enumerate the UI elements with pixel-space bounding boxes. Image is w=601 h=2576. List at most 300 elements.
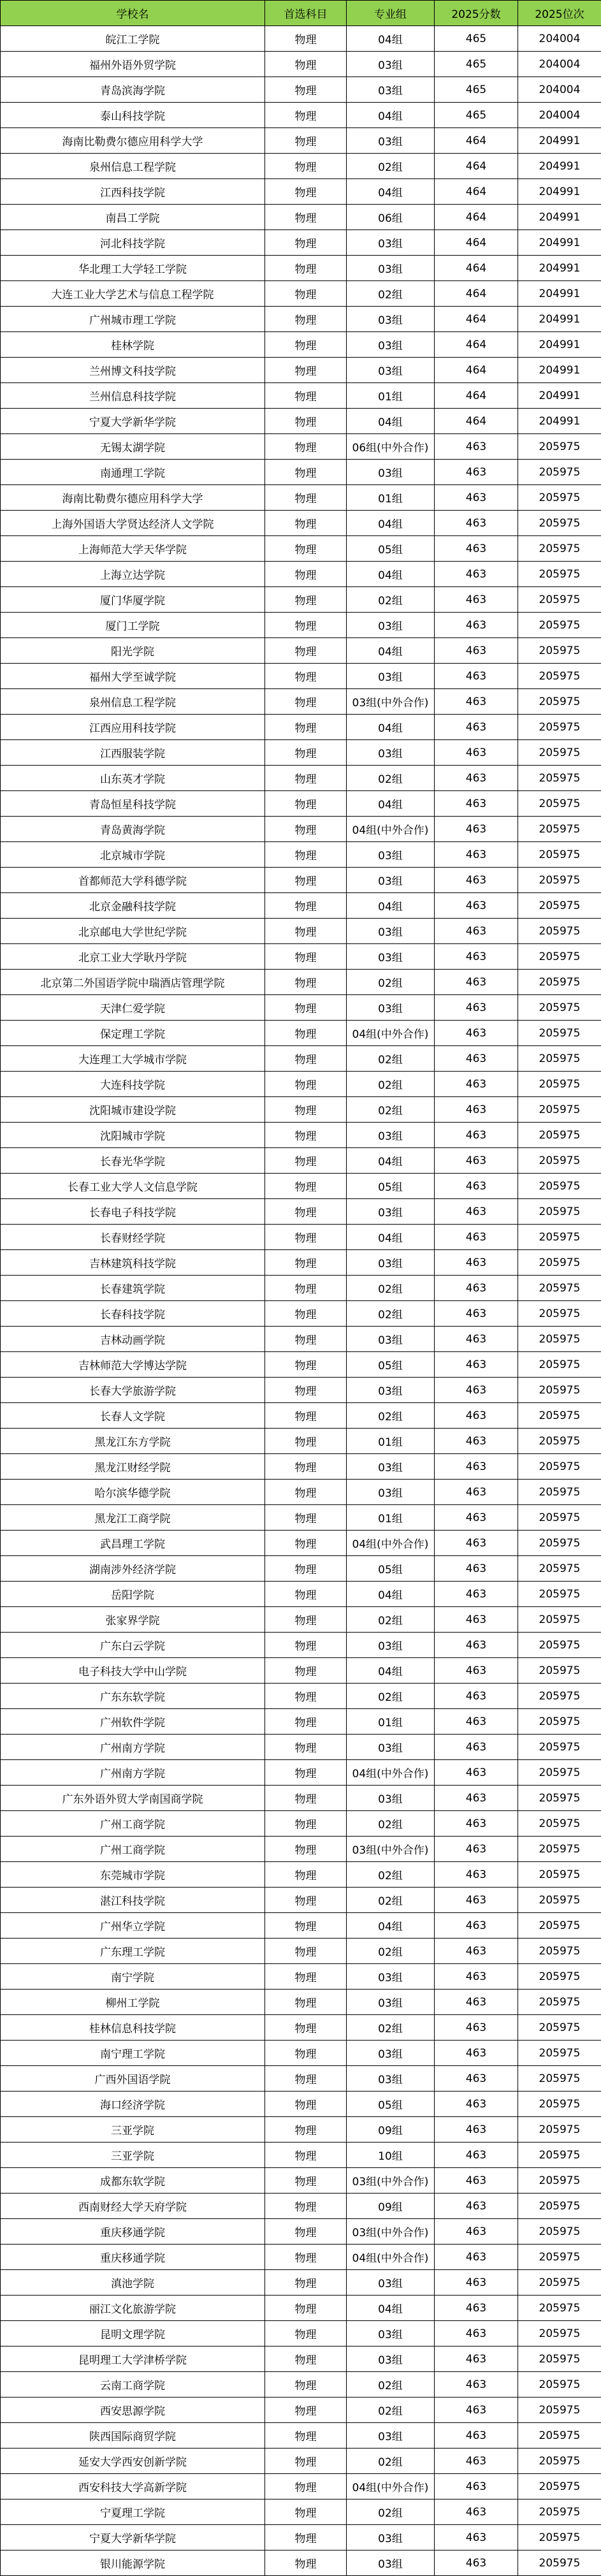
table-row (1, 1046, 601, 1072)
score-cell: 463 (435, 2117, 518, 2143)
score-cell: 464 (435, 154, 518, 179)
rank-cell: 205975 (518, 1888, 601, 1913)
rank-cell: 205975 (518, 842, 601, 868)
rank-cell: 205975 (518, 1709, 601, 1735)
score-cell: 463 (435, 1429, 518, 1454)
school-name-cell: 广州工商学院 (1, 1837, 265, 1862)
rank-cell: 205975 (518, 2551, 601, 2576)
major-group-cell: 09组 (347, 2117, 435, 2143)
table-row (1, 2296, 601, 2321)
rank-cell: 205975 (518, 2015, 601, 2041)
school-name-cell: 首都师范大学科德学院 (1, 868, 265, 893)
preferred-subject-cell: 物理 (265, 2449, 347, 2474)
score-cell: 463 (435, 1811, 518, 1837)
score-cell: 463 (435, 1072, 518, 1097)
major-group-cell: 04组 (347, 1913, 435, 1939)
table-row (1, 562, 601, 587)
score-cell: 463 (435, 842, 518, 868)
score-cell: 463 (435, 1709, 518, 1735)
preferred-subject-cell: 物理 (265, 587, 347, 613)
major-group-cell: 03组 (347, 2525, 435, 2551)
major-group-cell: 03组 (347, 919, 435, 944)
major-group-cell: 04组 (347, 179, 435, 205)
school-name-cell: 青岛恒星科技学院 (1, 791, 265, 817)
school-name-cell: 广东外语外贸大学南国商学院 (1, 1786, 265, 1811)
major-group-cell: 05组 (347, 1352, 435, 1378)
rank-cell: 205975 (518, 893, 601, 919)
rank-cell: 205975 (518, 2398, 601, 2423)
school-name-cell: 广州南方学院 (1, 1760, 265, 1786)
major-group-cell: 03组 (347, 230, 435, 256)
score-cell: 464 (435, 332, 518, 358)
table-row (1, 1276, 601, 1301)
major-group-cell: 03组 (347, 307, 435, 332)
table-row (1, 332, 601, 358)
score-cell: 465 (435, 52, 518, 77)
score-cell: 463 (435, 1225, 518, 1250)
score-cell: 463 (435, 1199, 518, 1225)
score-cell: 463 (435, 536, 518, 562)
table-row (1, 1327, 601, 1352)
score-cell: 463 (435, 2296, 518, 2321)
rank-cell: 205975 (518, 1862, 601, 1888)
preferred-subject-cell: 物理 (265, 460, 347, 485)
rank-cell: 204004 (518, 103, 601, 128)
rank-cell: 205975 (518, 1199, 601, 1225)
score-cell: 463 (435, 2092, 518, 2117)
rank-cell: 205975 (518, 1276, 601, 1301)
school-name-cell: 福州外语外贸学院 (1, 52, 265, 77)
table-row (1, 817, 601, 842)
table-row (1, 613, 601, 638)
school-name-cell: 长春工业大学人文信息学院 (1, 1174, 265, 1199)
preferred-subject-cell: 物理 (265, 1378, 347, 1403)
table-row (1, 2143, 601, 2168)
score-cell: 463 (435, 1556, 518, 1582)
major-group-cell: 09组 (347, 2194, 435, 2219)
preferred-subject-cell: 物理 (265, 2219, 347, 2245)
preferred-subject-cell: 物理 (265, 485, 347, 511)
table-row (1, 2525, 601, 2551)
school-name-cell: 黑龙江东方学院 (1, 1429, 265, 1454)
rank-cell: 205975 (518, 2194, 601, 2219)
score-cell: 465 (435, 77, 518, 103)
score-cell: 463 (435, 1097, 518, 1123)
major-group-cell: 04组(中外合作) (347, 817, 435, 842)
score-cell: 463 (435, 2474, 518, 2500)
preferred-subject-cell: 物理 (265, 1837, 347, 1862)
table-row (1, 383, 601, 409)
table-row (1, 2194, 601, 2219)
major-group-cell: 03组 (347, 995, 435, 1021)
major-group-cell: 05组 (347, 1174, 435, 1199)
preferred-subject-cell: 物理 (265, 1582, 347, 1607)
table-row (1, 2041, 601, 2066)
table-row (1, 1021, 601, 1046)
rank-cell: 205975 (518, 1174, 601, 1199)
table-row (1, 944, 601, 970)
major-group-cell: 03组 (347, 842, 435, 868)
table-row (1, 1735, 601, 1760)
preferred-subject-cell: 物理 (265, 1811, 347, 1837)
school-name-cell: 丽江文化旅游学院 (1, 2296, 265, 2321)
score-cell: 463 (435, 1403, 518, 1429)
rank-cell: 205975 (518, 1046, 601, 1072)
major-group-cell: 02组 (347, 154, 435, 179)
school-name-cell: 陕西国际商贸学院 (1, 2423, 265, 2449)
table-row (1, 230, 601, 256)
score-cell: 463 (435, 587, 518, 613)
table-row (1, 2015, 601, 2041)
preferred-subject-cell: 物理 (265, 689, 347, 715)
table-row (1, 1786, 601, 1811)
table-row (1, 1429, 601, 1454)
school-name-cell: 桂林学院 (1, 332, 265, 358)
major-group-cell: 04组 (347, 562, 435, 587)
school-name-cell: 重庆移通学院 (1, 2219, 265, 2245)
preferred-subject-cell: 物理 (265, 511, 347, 536)
rank-cell: 205975 (518, 1378, 601, 1403)
table-body (1, 26, 601, 2576)
major-group-cell: 04组 (347, 103, 435, 128)
school-name-cell: 南宁理工学院 (1, 2041, 265, 2066)
header-school-name: 学校名 (1, 1, 265, 26)
table-row (1, 1480, 601, 1505)
rank-cell: 205975 (518, 1990, 601, 2015)
major-group-cell: 02组 (347, 2449, 435, 2474)
preferred-subject-cell: 物理 (265, 2372, 347, 2398)
school-name-cell: 三亚学院 (1, 2117, 265, 2143)
score-cell: 463 (435, 2449, 518, 2474)
rank-cell: 205975 (518, 1837, 601, 1862)
rank-cell: 204991 (518, 205, 601, 230)
table-header (1, 1, 601, 26)
table-row (1, 26, 601, 52)
major-group-cell: 02组 (347, 2015, 435, 2041)
rank-cell: 205975 (518, 2117, 601, 2143)
score-cell: 463 (435, 2066, 518, 2092)
score-cell: 463 (435, 1352, 518, 1378)
score-cell: 463 (435, 1607, 518, 1633)
table-row (1, 1658, 601, 1684)
table-row (1, 1633, 601, 1658)
preferred-subject-cell: 物理 (265, 2398, 347, 2423)
preferred-subject-cell: 物理 (265, 1786, 347, 1811)
score-cell: 463 (435, 434, 518, 460)
school-name-cell: 昆明文理学院 (1, 2321, 265, 2347)
rank-cell: 205975 (518, 791, 601, 817)
school-name-cell: 长春光华学院 (1, 1148, 265, 1174)
major-group-cell: 01组 (347, 1709, 435, 1735)
preferred-subject-cell: 物理 (265, 970, 347, 995)
preferred-subject-cell: 物理 (265, 1021, 347, 1046)
table-row (1, 1582, 601, 1607)
score-cell: 463 (435, 2194, 518, 2219)
score-cell: 463 (435, 1862, 518, 1888)
score-cell: 463 (435, 2500, 518, 2525)
preferred-subject-cell: 物理 (265, 1403, 347, 1429)
table-row (1, 1403, 601, 1429)
school-name-cell: 长春建筑学院 (1, 1276, 265, 1301)
score-cell: 463 (435, 1888, 518, 1913)
major-group-cell: 04组(中外合作) (347, 2474, 435, 2500)
school-name-cell: 泉州信息工程学院 (1, 154, 265, 179)
major-group-cell: 02组 (347, 1046, 435, 1072)
school-name-cell: 柳州工学院 (1, 1990, 265, 2015)
score-cell: 463 (435, 1250, 518, 1276)
preferred-subject-cell: 物理 (265, 1276, 347, 1301)
preferred-subject-cell: 物理 (265, 1939, 347, 1964)
score-cell: 463 (435, 638, 518, 664)
major-group-cell: 01组 (347, 383, 435, 409)
table-row (1, 2066, 601, 2092)
score-cell: 465 (435, 103, 518, 128)
score-cell: 463 (435, 995, 518, 1021)
school-name-cell: 长春财经学院 (1, 1225, 265, 1250)
rank-cell: 205975 (518, 1607, 601, 1633)
header-preferred-subject: 首选科目 (265, 1, 347, 26)
preferred-subject-cell: 物理 (265, 154, 347, 179)
major-group-cell: 04组(中外合作) (347, 1760, 435, 1786)
preferred-subject-cell: 物理 (265, 103, 347, 128)
rank-cell: 204991 (518, 154, 601, 179)
school-name-cell: 电子科技大学中山学院 (1, 1658, 265, 1684)
preferred-subject-cell: 物理 (265, 1301, 347, 1327)
table-row (1, 1811, 601, 1837)
major-group-cell: 06组 (347, 205, 435, 230)
school-name-cell: 北京工业大学耿丹学院 (1, 944, 265, 970)
major-group-cell: 03组 (347, 2041, 435, 2066)
preferred-subject-cell: 物理 (265, 613, 347, 638)
preferred-subject-cell: 物理 (265, 2270, 347, 2296)
rank-cell: 204991 (518, 358, 601, 383)
school-name-cell: 泰山科技学院 (1, 103, 265, 128)
score-cell: 463 (435, 740, 518, 766)
school-name-cell: 广州华立学院 (1, 1913, 265, 1939)
score-cell: 463 (435, 817, 518, 842)
major-group-cell: 03组 (347, 1990, 435, 2015)
school-name-cell: 广州工商学院 (1, 1811, 265, 1837)
school-name-cell: 天津仁爱学院 (1, 995, 265, 1021)
school-name-cell: 大连科技学院 (1, 1072, 265, 1097)
rank-cell: 205975 (518, 2219, 601, 2245)
major-group-cell: 01组 (347, 1505, 435, 1531)
preferred-subject-cell: 物理 (265, 2168, 347, 2194)
preferred-subject-cell: 物理 (265, 1658, 347, 1684)
school-name-cell: 江西科技学院 (1, 179, 265, 205)
rank-cell: 205975 (518, 1021, 601, 1046)
table-row (1, 1352, 601, 1378)
table-row (1, 1123, 601, 1148)
score-cell: 463 (435, 1454, 518, 1480)
preferred-subject-cell: 物理 (265, 1531, 347, 1556)
table-row (1, 1684, 601, 1709)
header-2025-score: 2025分数 (435, 1, 518, 26)
rank-cell: 205975 (518, 1658, 601, 1684)
rank-cell: 205975 (518, 613, 601, 638)
score-cell: 463 (435, 1582, 518, 1607)
school-name-cell: 吉林动画学院 (1, 1327, 265, 1352)
score-cell: 463 (435, 2347, 518, 2372)
school-name-cell: 湛江科技学院 (1, 1888, 265, 1913)
table-row (1, 766, 601, 791)
school-name-cell: 长春电子科技学院 (1, 1199, 265, 1225)
major-group-cell: 03组 (347, 2423, 435, 2449)
rank-cell: 204991 (518, 409, 601, 434)
school-name-cell: 湖南涉外经济学院 (1, 1556, 265, 1582)
header-major-group: 专业组 (347, 1, 435, 26)
major-group-cell: 02组 (347, 2372, 435, 2398)
rank-cell: 205975 (518, 1760, 601, 1786)
school-name-cell: 上海师范大学天华学院 (1, 536, 265, 562)
preferred-subject-cell: 物理 (265, 2041, 347, 2066)
school-name-cell: 长春科技学院 (1, 1301, 265, 1327)
major-group-cell: 05组 (347, 536, 435, 562)
rank-cell: 205975 (518, 2143, 601, 2168)
school-name-cell: 广州城市理工学院 (1, 307, 265, 332)
preferred-subject-cell: 物理 (265, 1633, 347, 1658)
score-cell: 463 (435, 791, 518, 817)
major-group-cell: 03组 (347, 868, 435, 893)
major-group-cell: 03组 (347, 77, 435, 103)
table-row (1, 1072, 601, 1097)
preferred-subject-cell: 物理 (265, 77, 347, 103)
major-group-cell: 03组 (347, 358, 435, 383)
preferred-subject-cell: 物理 (265, 1199, 347, 1225)
preferred-subject-cell: 物理 (265, 2143, 347, 2168)
table-row (1, 1454, 601, 1480)
rank-cell: 205975 (518, 1531, 601, 1556)
school-name-cell: 北京城市学院 (1, 842, 265, 868)
preferred-subject-cell: 物理 (265, 1327, 347, 1352)
major-group-cell: 02组 (347, 2398, 435, 2423)
major-group-cell: 03组 (347, 1786, 435, 1811)
rank-cell: 205975 (518, 1352, 601, 1378)
preferred-subject-cell: 物理 (265, 1505, 347, 1531)
score-cell: 463 (435, 613, 518, 638)
score-cell: 463 (435, 1505, 518, 1531)
school-name-cell: 桂林信息科技学院 (1, 2015, 265, 2041)
school-name-cell: 江西应用科技学院 (1, 715, 265, 740)
school-name-cell: 保定理工学院 (1, 1021, 265, 1046)
table-row (1, 536, 601, 562)
rank-cell: 205975 (518, 1964, 601, 1990)
table-row (1, 1301, 601, 1327)
school-name-cell: 皖江工学院 (1, 26, 265, 52)
school-name-cell: 宁夏大学新华学院 (1, 409, 265, 434)
major-group-cell: 04组 (347, 511, 435, 536)
rank-cell: 205975 (518, 1735, 601, 1760)
rank-cell: 205975 (518, 1327, 601, 1352)
major-group-cell: 03组 (347, 613, 435, 638)
table-row (1, 893, 601, 919)
score-cell: 463 (435, 2551, 518, 2576)
score-cell: 463 (435, 2041, 518, 2066)
school-name-cell: 大连工业大学艺术与信息工程学院 (1, 281, 265, 307)
rank-cell: 205975 (518, 1811, 601, 1837)
school-name-cell: 上海外国语大学贤达经济人文学院 (1, 511, 265, 536)
score-cell: 463 (435, 1046, 518, 1072)
score-cell: 463 (435, 2143, 518, 2168)
table-row (1, 2347, 601, 2372)
table-row (1, 715, 601, 740)
score-cell: 463 (435, 1658, 518, 1684)
score-cell: 463 (435, 2270, 518, 2296)
rank-cell: 205975 (518, 2347, 601, 2372)
rank-cell: 204991 (518, 179, 601, 205)
table-row (1, 1505, 601, 1531)
rank-cell: 204991 (518, 256, 601, 281)
score-cell: 463 (435, 664, 518, 689)
score-cell: 463 (435, 1174, 518, 1199)
rank-cell: 205975 (518, 689, 601, 715)
preferred-subject-cell: 物理 (265, 1735, 347, 1760)
table-row (1, 2474, 601, 2500)
school-name-cell: 哈尔滨华德学院 (1, 1480, 265, 1505)
preferred-subject-cell: 物理 (265, 1225, 347, 1250)
score-cell: 463 (435, 1021, 518, 1046)
preferred-subject-cell: 物理 (265, 358, 347, 383)
rank-cell: 205975 (518, 664, 601, 689)
major-group-cell: 03组 (347, 1964, 435, 1990)
school-name-cell: 广东白云学院 (1, 1633, 265, 1658)
table-row (1, 919, 601, 944)
school-name-cell: 海口经济学院 (1, 2092, 265, 2117)
school-name-cell: 海南比勒费尔德应用科学大学 (1, 128, 265, 154)
major-group-cell: 05组 (347, 2092, 435, 2117)
table-row (1, 2270, 601, 2296)
rank-cell: 205975 (518, 1633, 601, 1658)
preferred-subject-cell: 物理 (265, 1072, 347, 1097)
table-row (1, 638, 601, 664)
major-group-cell: 03组(中外合作) (347, 2168, 435, 2194)
school-name-cell: 厦门工学院 (1, 613, 265, 638)
rank-cell: 205975 (518, 2066, 601, 2092)
table-row (1, 2423, 601, 2449)
table-row (1, 1607, 601, 1633)
major-group-cell: 02组 (347, 1072, 435, 1097)
preferred-subject-cell: 物理 (265, 1123, 347, 1148)
table-row (1, 52, 601, 77)
table-row (1, 358, 601, 383)
table-row (1, 2551, 601, 2576)
major-group-cell: 02组 (347, 1276, 435, 1301)
rank-cell: 205975 (518, 2041, 601, 2066)
preferred-subject-cell: 物理 (265, 715, 347, 740)
major-group-cell: 10组 (347, 2143, 435, 2168)
preferred-subject-cell: 物理 (265, 562, 347, 587)
rank-cell: 205975 (518, 1429, 601, 1454)
school-name-cell: 重庆移通学院 (1, 2245, 265, 2270)
school-name-cell: 广西外国语学院 (1, 2066, 265, 2092)
rank-cell: 205975 (518, 562, 601, 587)
table-row (1, 1174, 601, 1199)
table-row (1, 2500, 601, 2525)
table-row (1, 2398, 601, 2423)
score-cell: 464 (435, 307, 518, 332)
preferred-subject-cell: 物理 (265, 2245, 347, 2270)
school-name-cell: 长春大学旅游学院 (1, 1378, 265, 1403)
table-row (1, 2321, 601, 2347)
table-row (1, 1378, 601, 1403)
school-name-cell: 北京第二外国语学院中瑞酒店管理学院 (1, 970, 265, 995)
rank-cell: 205975 (518, 1225, 601, 1250)
major-group-cell: 03组 (347, 128, 435, 154)
major-group-cell: 04组 (347, 715, 435, 740)
table-row (1, 434, 601, 460)
table-row (1, 664, 601, 689)
rank-cell: 205975 (518, 1786, 601, 1811)
